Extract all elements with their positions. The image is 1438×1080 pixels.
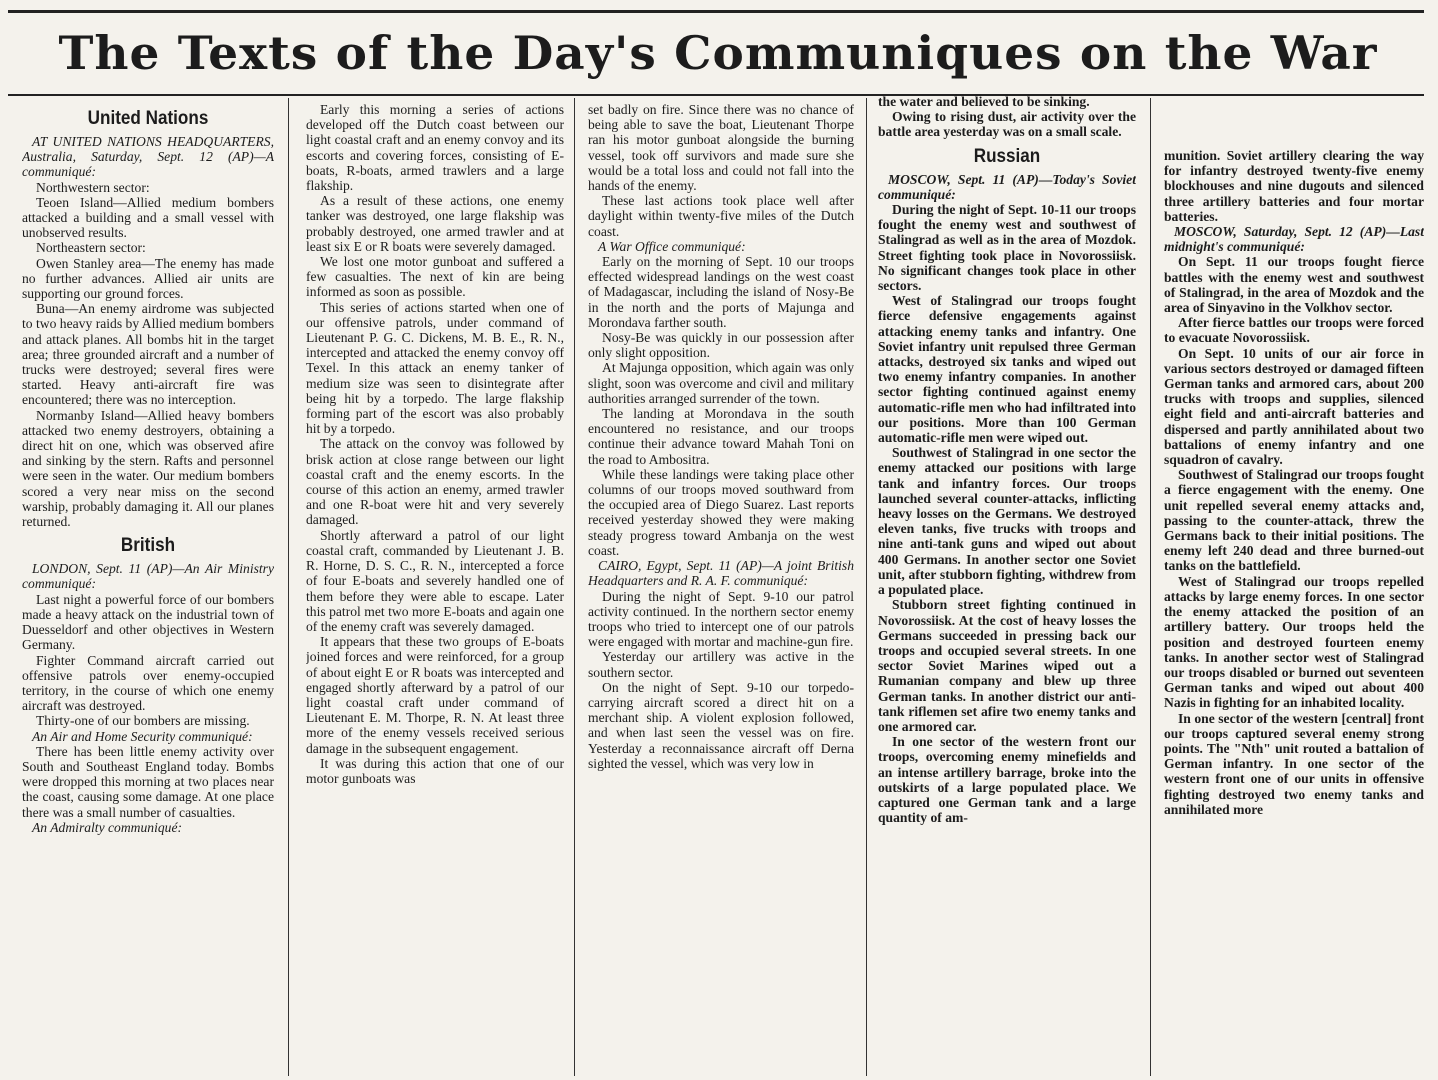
paragraph: Teoen Island—Allied medium bombers attacked a building and a small vessel with unobserved results.: [22, 194, 274, 241]
paragraph: While these landings were taking place other columns of our troops moved southward from the occupied area of Diego Suarez. Last reports received yesterday showed they were making steady progress toward Ambanja on the west coast.: [588, 466, 854, 558]
paragraph: There has been little enemy activity over South and Southeast England today. Bombs were dropped this morning at two places near the coast, causing some damage. At one place there was a small number of casualties.: [22, 743, 274, 820]
paragraph: West of Stalingrad our troops repelled attacks by large enemy forces. In one sector the enemy attacked the position of an artillery battery. Our troops held the position and destroyed fourteen enemy tanks. In another sector west of Stalingrad our troops disabled or burned out seventeen German tanks and wiped out about 400 Nazis in fighting for an inhabited locality.: [1164, 573, 1424, 711]
headline-rule: [8, 94, 1424, 96]
paragraph: munition. Soviet artillery clearing the way for infantry destroyed twenty-five enemy blockhouses and nine dugouts and silenced three artillery batteries and four mortar batteries.: [1164, 148, 1424, 224]
paragraph: On Sept. 11 our troops fought fierce battles with the enemy west and southwest of Stalingrad, in the area of Mozdok and the area of Sinyavino in the Volkhov sector.: [1164, 254, 1424, 316]
paragraph: Stubborn street fighting continued in Novorossiisk. At the cost of heavy losses the Germans succeeded in pressing back our troops and occupied several streets. In one sector Soviet Marines wiped out a Rumanian company and blew up three German tanks. In another district our anti-tank riflemen set afire two enemy tanks and one armored car.: [878, 597, 1136, 734]
paragraph: Yesterday our artillery was active in the southern sector.: [588, 649, 854, 680]
paragraph: Buna—An enemy airdrome was subjected to two heavy raids by Allied medium bombers and attack planes. All bombs hit in the target area; three grounded aircraft and a number of trucks were destroyed; several fires were started. Heavy anti-aircraft fire was encountered; there was no interception.: [22, 301, 274, 408]
dateline: CAIRO, Egypt, Sept. 11 (AP)—A joint British Headquarters and R. A. F. communiqué:: [588, 558, 854, 589]
paragraph: Early on the morning of Sept. 10 our troops effected widespread landings on the west coast of Madagascar, including the island of Nosy-Be in the north and the ports of Majunga and Morondava farther south.: [588, 254, 854, 330]
column-divider: [1150, 98, 1151, 1076]
headline: The Texts of the Day's Communiques on the War: [58, 26, 1378, 80]
paragraph: Nosy-Be was quickly in our possession after only slight opposition.: [588, 330, 854, 361]
column-divider: [574, 98, 575, 1076]
paragraph: Thirty-one of our bombers are missing.: [36, 713, 250, 729]
paragraph: In one sector of the western [central] front our troops captured several enemy strong points. The "Nth" unit routed a battalion of German infantry. In one sector of the western front one of our units in offensive fighting destroyed two enemy tanks and annihilated more: [1164, 710, 1424, 817]
dateline: AT UNITED NATIONS HEADQUARTERS, Australia, Saturday, Sept. 12 (AP)—A communiqué:: [22, 134, 274, 180]
paragraph: As a result of these actions, one enemy tanker was destroyed, one large flakship was probably destroyed, one armed trawler and at least six E or R boats were severely damaged.: [306, 193, 564, 254]
paragraph: Southwest of Stalingrad in one sector the enemy attacked our positions with large tank and infantry forces. Our troops launched several counter-attacks, inflicting heavy losses on the Germans. We destroyed eleven tanks, five trucks with troops and nine anti-tank guns and wiped out about 400 Germans. In another sector one Soviet unit, after stubborn fighting, withdrew from a populated place.: [878, 445, 1136, 598]
paragraph: Northwestern sector:: [36, 179, 150, 195]
paragraph: On Sept. 10 units of our air force in various sectors destroyed or damaged fifteen German tanks and armored cars, about 200 trucks with troops and supplies, silenced eight field and anti-aircraft batteries and dispersed and partly annihilated about two battalions of enemy infantry and one squadron of cavalry.: [1164, 345, 1424, 468]
column-4: [878, 94, 1136, 1074]
section-heading: British: [120, 535, 176, 557]
paragraph: It was during this action that one of our motor gunboats was: [306, 755, 564, 786]
paragraph: the water and believed to be sinking.: [878, 94, 1090, 109]
paragraph: set badly on fire. Since there was no chance of being able to save the boat, Lieutenant Thorpe ran his motor gunboat alongside the burning vessel, took off survivors and made sure she would be a total loss and could not fall into the hands of the enemy.: [588, 102, 854, 194]
dateline: A War Office communiqué:: [598, 238, 746, 254]
paragraph: Northeastern sector:: [36, 240, 146, 256]
paragraph: During the night of Sept. 9-10 our patrol activity continued. In the northern sector enemy troops who tried to intercept one of our patrols were engaged with mortar and machine-gun fire.: [588, 588, 854, 650]
column-2: [306, 102, 564, 1070]
paragraph: The attack on the convoy was followed by brisk action at close range between our light coastal craft and the enemy escorts. In the course of this action an enemy, armed trawler and one R-boat were hit and very severely damaged.: [306, 436, 564, 528]
paragraph: Last night a powerful force of our bombers made a heavy attack on the industrial town of Duesseldorf and other objectives in Western Germany.: [22, 591, 274, 653]
paragraph: These last actions took place well after daylight within twenty-five miles of the Dutch coast.: [588, 193, 854, 239]
paragraph: We lost one motor gunboat and suffered a few casualties. The next of kin are being informed as soon as possible.: [306, 254, 564, 300]
paragraph: It appears that these two groups of E-boats joined forces and were reinforced, for a group of about eight E or R boats was intercepted and engaged shortly afterward by a patrol of our light coastal craft under command of Lieutenant E. M. Thorpe, R. N. At least three more of the enemy vessels received serious damage in the subsequent engagement.: [306, 634, 564, 756]
paragraph: This series of actions started when one of our offensive patrols, under command of Lieutenant P. G. C. Dickens, M. B. E., R. N., intercepted and attacked the enemy convoy off Texel. In this attack an enemy tanker of medium size was seen to disintegrate after being hit by a torpedo. The large flakship forming part of the escort was also probably hit by a torpedo.: [306, 299, 564, 437]
column-5: [1164, 148, 1424, 1070]
paragraph: On the night of Sept. 9-10 our torpedo-carrying aircraft scored a direct hit on a merchant ship. A violent explosion followed, and when last seen the vessel was on fire. Yesterday a reconnaissance aircraft off Derna sighted the vessel, which was very low in: [588, 679, 854, 771]
column-divider: [288, 98, 289, 1076]
paragraph: In one sector of the western front our troops, overcoming enemy minefields and an intense artillery barrage, broke into the outskirts of a large populated place. We captured one German tank and a large quantity of am-: [878, 734, 1136, 826]
top-rule: [8, 10, 1424, 13]
paragraph: Southwest of Stalingrad our troops fought a fierce engagement with the enemy. One unit repelled several enemy attacks and, passing to the counter-attack, threw the Germans back to their initial positions. The enemy left 240 dead and three burned-out tanks on the battlefield.: [1164, 467, 1424, 574]
dateline: MOSCOW, Saturday, Sept. 12 (AP)—Last midnight's communiqué:: [1164, 224, 1424, 255]
paragraph: Normanby Island—Allied heavy bombers attacked two enemy destroyers, obtaining a direct hit on one, which was observed afire and sinking by the stern. Rafts and personnel were seen in the water. Our medium bombers scored a very near miss on the second warship, probably damaging it. All our planes returned.: [22, 407, 274, 530]
column-divider: [866, 98, 867, 1076]
dateline: LONDON, Sept. 11 (AP)—An Air Ministry communiqué:: [22, 561, 274, 592]
dateline: An Admiralty communiqué:: [32, 819, 183, 835]
paragraph: The landing at Morondava in the south encountered no resistance, and our troops continue their advance toward Mahah Toni on the road to Ambositra.: [588, 406, 854, 467]
paragraph: West of Stalingrad our troops fought fierce defensive engagements against attacking enemy tanks and infantry. One Soviet infantry unit repulsed three German attacks, destroyed six tanks and wiped out two enemy infantry companies. In another sector fighting continued against enemy automatic-rifle men who had infiltrated into our positions. More than 100 German automatic-rifle men were wiped out.: [878, 293, 1136, 446]
paragraph: After fierce battles our troops were forced to evacuate Novorossiisk.: [1164, 315, 1424, 346]
paragraph: Early this morning a series of actions developed off the Dutch coast between our light coastal craft and an enemy convoy and its escorts and covering forces, consisting of E-boats, R-boats, armed trawlers and a large flakship.: [306, 102, 564, 194]
paragraph: Shortly afterward a patrol of our light coastal craft, commanded by Lieutenant J. B. R. Horne, D. S. C., R. N., intercepted a force of four E-boats and severely handled one of them before they were able to escape. Later this patrol met two more E-boats and again one of the enemy craft was severely damaged.: [306, 527, 564, 634]
dateline: An Air and Home Security communiqué:: [32, 728, 253, 744]
paragraph: Owing to rising dust, air activity over the battle area yesterday was on a small scale.: [878, 109, 1136, 140]
dateline: MOSCOW, Sept. 11 (AP)—Today's Soviet communiqué:: [878, 171, 1136, 202]
paragraph: At Majunga opposition, which again was only slight, soon was overcome and civil and military authorities arranged surrender of the town.: [588, 360, 854, 406]
paragraph: During the night of Sept. 10-11 our troops fought the enemy west and southwest of Stalingrad as well as in the area of Mozdok. Street fighting took place in Novorossiisk. No significant changes took place in other sectors.: [878, 202, 1136, 294]
paragraph: Owen Stanley area—The enemy has made no further advances. Allied air units are supporting our ground forces.: [22, 255, 274, 302]
column-3: [588, 102, 854, 1070]
section-heading: United Nations: [87, 108, 209, 129]
section-heading: Russian: [973, 145, 1041, 167]
column-1: [22, 102, 274, 1070]
paragraph: Fighter Command aircraft carried out offensive patrols over enemy-occupied territory, in the course of which one enemy aircraft was destroyed.: [22, 652, 274, 714]
